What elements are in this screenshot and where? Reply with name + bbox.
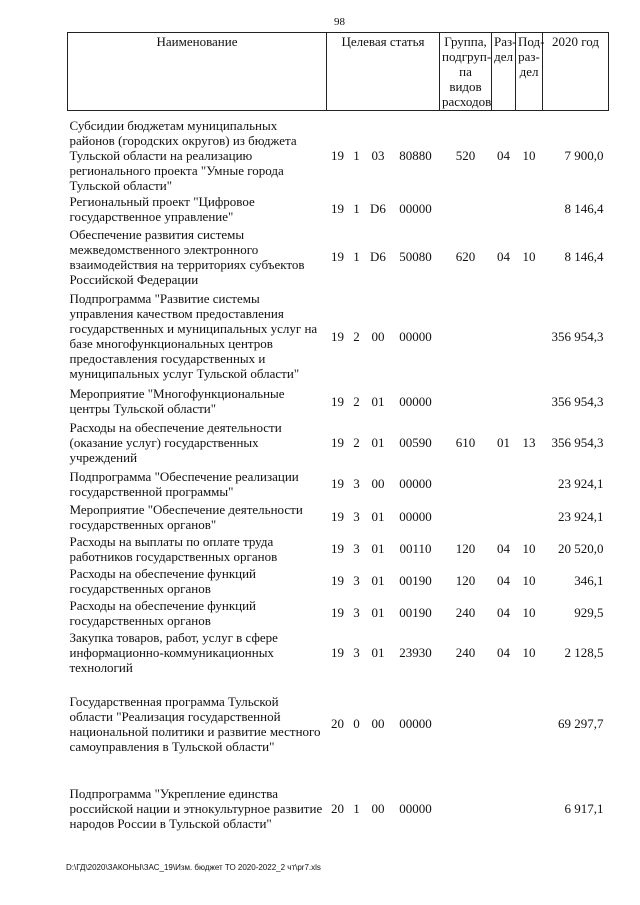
row-target-program: 19 [331,645,344,660]
row-name: Подпрограмма "Развитие системы управления качеством предоставления государственных и муниципальных услуг на базе многофункциональных центров предоставления государственных и муниципальных услуг Тульской области" [69,291,318,381]
row-section [492,193,516,225]
row-expense-group [440,193,492,225]
row-target-subprogram: 1 [353,800,360,816]
row-subsection: 13 [522,435,536,450]
row-target-direction: 00590 [399,435,432,450]
row-target-event: 03 [371,147,385,163]
row-expense-group: 520 [455,147,476,163]
table-row [68,677,609,771]
row-expense-group: 610 [455,435,476,450]
row-subsection: 10 [522,249,536,264]
row-amount-2020: 6 917,1 [564,800,604,816]
row-section: 04 [497,573,511,588]
row-subsection [516,384,543,419]
row-target-subprogram: 1 [353,147,360,163]
row-target-direction: 00000 [399,201,432,216]
row-target-direction: 00000 [399,328,432,344]
row-target-event: 00 [371,800,385,816]
row-expense-group: 120 [455,573,476,588]
row-target-direction: 00000 [399,800,432,816]
row-subsection [516,771,543,846]
row-expense-group: 620 [455,249,476,264]
row-target-direction: 00190 [399,573,432,588]
row-name: Расходы на обеспечение функций государственных органов [69,597,257,628]
row-amount-2020: 929,5 [574,605,604,620]
row-target-subprogram: 3 [353,509,360,524]
row-section: 04 [497,249,511,264]
row-expense-group: 240 [455,645,476,660]
row-target-program: 19 [331,541,344,556]
row-amount-2020: 23 924,1 [558,509,604,524]
page-number: 98 [334,16,345,28]
row-target-direction: 80880 [399,147,432,163]
row-target-event: 00 [371,716,385,731]
table-row [68,384,609,419]
row-section [492,501,516,533]
header-year: 2020 год [543,33,609,111]
budget-table [67,32,609,846]
row-target-event: 00 [371,328,385,344]
row-target-event: D6 [370,201,386,216]
row-target-program: 20 [331,800,344,816]
table-row [68,193,609,225]
row-target-program: 20 [331,716,344,731]
row-subsection: 10 [522,645,536,660]
row-target-direction: 00000 [399,393,432,409]
row-target-program: 19 [331,328,344,344]
row-name: Подпрограмма "Обеспечение реализации государственной программы" [69,468,299,499]
table-row [68,501,609,533]
row-subsection: 10 [522,541,536,556]
row-expense-group: 240 [455,605,476,620]
header-target: Целевая статья [327,33,440,111]
row-name: Государственная программа Тульской области "Реализация государственной национальной политики и развитие местного самоуправления в Тульской области" [69,693,321,754]
row-name: Подпрограмма "Укрепление единства российской нации и этнокультурное развитие народов России в Тульской области" [69,785,323,831]
row-subsection [516,289,543,384]
row-expense-group [440,467,492,501]
row-target-subprogram: 1 [353,201,360,216]
row-name: Расходы на обеспечение функций государственных органов [69,565,257,596]
row-name: Региональный проект "Цифровое государственное управление" [69,193,255,224]
row-subsection [516,193,543,225]
row-subsection [516,501,543,533]
row-expense-group: 120 [455,541,476,556]
row-section: 04 [497,541,511,556]
row-target-event: 01 [371,573,385,588]
row-subsection: 10 [522,147,536,163]
row-section: 04 [497,645,511,660]
row-target-subprogram: 3 [353,605,360,620]
table-header-row [68,33,609,111]
row-name: Субсидии бюджетам муниципальных районов (городских округов) из бюджета Тульской области на реализацию регионального проекта "Умные города Тульской области" [69,117,297,193]
table-row [68,533,609,565]
row-target-program: 19 [331,201,344,216]
row-target-direction: 00000 [399,716,432,731]
row-target-subprogram: 3 [353,541,360,556]
row-target-subprogram: 3 [353,645,360,660]
row-amount-2020: 356 954,3 [551,393,604,409]
row-name: Обеспечение развития системы межведомственного электронного взаимодействия на территориях субъектов Российской Федерации [69,226,305,287]
row-target-event: 01 [371,605,385,620]
table-row [68,289,609,384]
row-expense-group [440,384,492,419]
row-expense-group [440,289,492,384]
row-section [492,771,516,846]
row-target-subprogram: 1 [353,249,360,264]
row-amount-2020: 20 520,0 [558,541,604,556]
row-target-direction: 00190 [399,605,432,620]
row-target-subprogram: 3 [353,573,360,588]
row-amount-2020: 2 128,5 [564,645,604,660]
row-amount-2020: 8 146,4 [564,249,604,264]
row-target-direction: 00000 [399,509,432,524]
row-section: 04 [497,605,511,620]
header-section: Раз-дел [492,33,516,111]
row-amount-2020: 23 924,1 [558,476,604,491]
row-name: Мероприятие "Многофункциональные центры Тульской области" [69,386,285,416]
row-subsection: 10 [522,605,536,620]
row-amount-2020: 356 954,3 [551,328,604,344]
row-expense-group [440,677,492,771]
row-target-direction: 00000 [399,476,432,491]
row-target-event: 01 [371,645,385,660]
row-target-subprogram: 2 [353,328,360,344]
header-group: Группа, подгруп-па видов расходов [440,33,492,111]
row-subsection: 10 [522,573,536,588]
row-target-direction: 00110 [399,541,432,556]
row-target-event: 01 [371,393,385,409]
row-amount-2020: 356 954,3 [551,435,604,450]
table-row [68,629,609,677]
header-subsection: Под-раз-дел [516,33,543,111]
table-row [68,771,609,846]
row-target-event: 01 [371,541,385,556]
row-target-subprogram: 3 [353,476,360,491]
row-target-program: 19 [331,476,344,491]
row-target-event: 01 [371,435,385,450]
row-name: Расходы на обеспечение деятельности (оказание услуг) государственных учреждений [69,420,282,465]
row-target-program: 19 [331,573,344,588]
row-section [492,467,516,501]
row-target-subprogram: 2 [353,393,360,409]
row-target-program: 19 [331,147,344,163]
row-target-program: 19 [331,435,344,450]
row-subsection [516,467,543,501]
row-amount-2020: 346,1 [574,573,604,588]
row-amount-2020: 69 297,7 [558,716,604,731]
table-row [68,467,609,501]
row-target-direction: 23930 [399,645,432,660]
row-expense-group [440,501,492,533]
row-target-event: D6 [370,249,386,264]
row-target-event: 01 [371,509,385,524]
footer-file-path: D:\ГД\2020\ЗАКОНЫ\ЗАС_19\Изм. бюджет ТО 2020-2022_2 чт\pr7.xls [66,863,321,872]
table-row [68,118,609,193]
row-subsection [516,677,543,771]
row-amount-2020: 8 146,4 [564,201,604,216]
row-section: 04 [497,147,511,163]
spacer-row [68,111,609,118]
row-target-subprogram: 2 [353,435,360,450]
table-row [68,225,609,289]
row-target-program: 19 [331,605,344,620]
table-row [68,597,609,629]
row-section [492,677,516,771]
row-section [492,289,516,384]
table-row [68,565,609,597]
row-target-direction: 50080 [399,249,432,264]
row-target-subprogram: 0 [353,716,360,731]
row-target-program: 19 [331,393,344,409]
header-name: Наименование [68,33,327,111]
row-name: Мероприятие "Обеспечение деятельности государственных органов" [69,501,303,532]
row-section: 01 [497,435,511,450]
row-target-program: 19 [331,509,344,524]
row-amount-2020: 7 900,0 [564,147,604,163]
row-section [492,384,516,419]
row-name: Закупка товаров, работ, услуг в сфере информационно-коммуникационных технологий [69,630,278,675]
table-row [68,419,609,467]
row-target-program: 19 [331,249,344,264]
row-name: Расходы на выплаты по оплате труда работников государственных органов [69,533,278,564]
row-target-event: 00 [371,476,385,491]
row-expense-group [440,771,492,846]
